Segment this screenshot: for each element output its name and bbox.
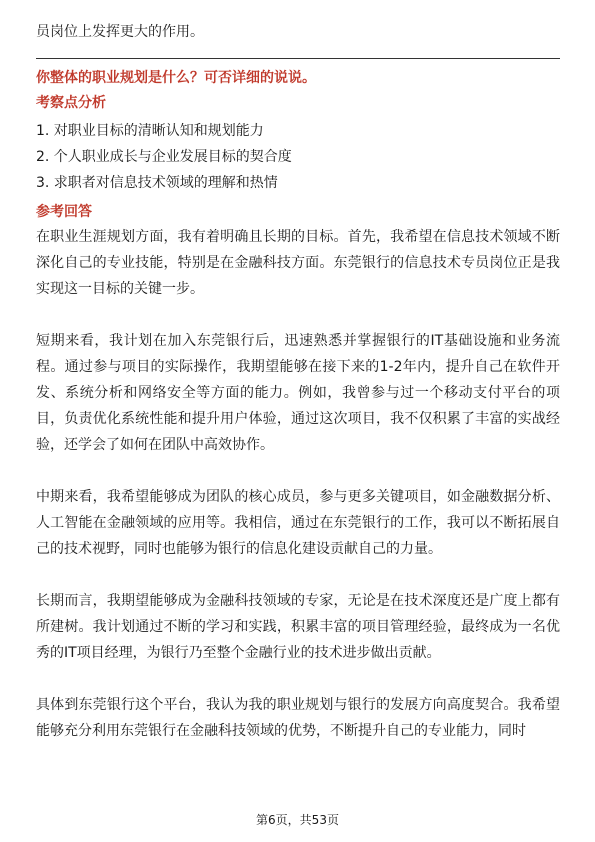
- carry-over-text: 员岗位上发挥更大的作用。: [36, 24, 204, 40]
- analysis-point: 2. 个人职业成长与企业发展目标的契合度: [36, 149, 292, 165]
- answer-paragraph: 具体到东莞银行这个平台，我认为我的职业规划与银行的发展方向高度契合。我希望能够充分利用东莞银行在金融科技领域的优势，不断提升自己的专业能力，同时: [36, 697, 560, 739]
- analysis-heading: 考察点分析: [36, 95, 106, 111]
- answer-heading: 参考回答: [36, 204, 92, 220]
- answer-paragraph: 短期来看，我计划在加入东莞银行后，迅速熟悉并掌握银行的IT基础设施和业务流程。通过参与项目的实际操作，我期望能够在接下来的1-2年内，提升自己在软件开发、系统分析和网络安全等方面的能力。例如，我曾参与过一个移动支付平台的项目，负责优化系统性能和提升用户体验，通过这次项目，我不仅积累了丰富的实战经验，还学会了如何在团队中高效协作。: [36, 333, 560, 453]
- analysis-point: 1. 对职业目标的清晰认知和规划能力: [36, 123, 264, 139]
- answer-body: [36, 224, 560, 744]
- question-divider: [36, 58, 560, 59]
- answer-paragraph: 在职业生涯规划方面，我有着明确且长期的目标。首先，我希望在信息技术领域不断深化自己的专业技能，特别是在金融科技方面。东莞银行的信息技术专员岗位正是我实现这一目标的关键一步。: [36, 229, 560, 297]
- analysis-point: 3. 求职者对信息技术领域的理解和热情: [36, 175, 278, 191]
- analysis-points: [36, 118, 560, 196]
- document-page: [36, 20, 560, 770]
- answer-paragraph: 中期来看，我希望能够成为团队的核心成员，参与更多关键项目，如金融数据分析、人工智能在金融领域的应用等。我相信，通过在东莞银行的工作，我可以不断拓展自己的技术视野，同时也能够为银行的信息化建设贡献自己的力量。: [36, 489, 560, 557]
- page-number: 第6页，共53页: [256, 813, 339, 827]
- answer-paragraph: 长期而言，我期望能够成为金融科技领域的专家，无论是在技术深度还是广度上都有所建树。我计划通过不断的学习和实践，积累丰富的项目管理经验，最终成为一名优秀的IT项目经理，为银行乃至整个金融行业的技术进步做出贡献。: [36, 593, 560, 661]
- question-title: 你整体的职业规划是什么？可否详细的说说。: [36, 70, 316, 86]
